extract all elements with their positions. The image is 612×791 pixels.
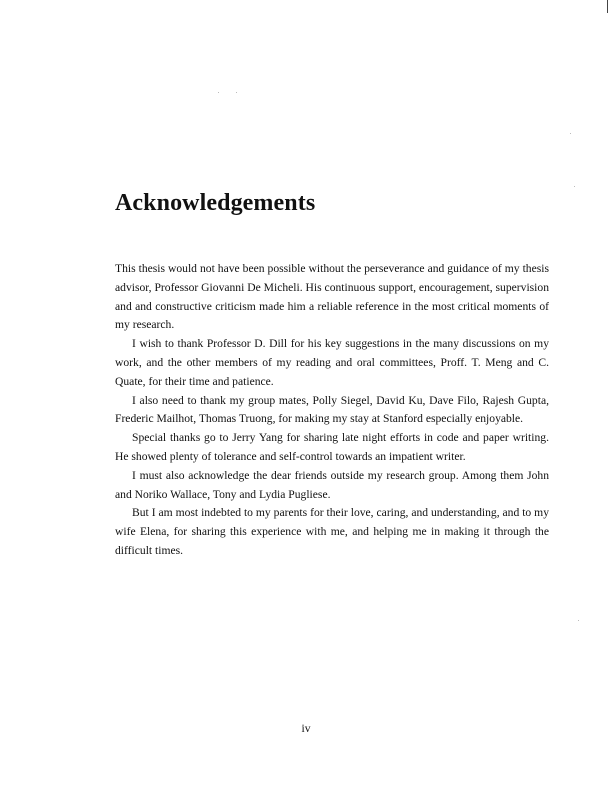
page-number: iv [301, 722, 311, 735]
scan-speck [236, 92, 237, 93]
scan-speck [578, 620, 579, 621]
paragraph: This thesis would not have been possible without the perseverance and guidance of my thesis advisor, Professor Giovanni De Micheli. His continuous support, encouragement, supervision and and constructive criticism made him a reliable reference in the most critical moments of my research. [115, 262, 549, 332]
scan-speck [218, 92, 219, 93]
acknowledgements-body [115, 260, 549, 561]
scan-edge-mark [607, 0, 608, 13]
paragraph: I must also acknowledge the dear friends outside my research group. Among them John and Noriko Wallace, Tony and Lydia Pugliese. [115, 468, 549, 501]
paragraph: But I am most indebted to my parents for their love, caring, and understanding, and to my wife Elena, for sharing this experience with me, and helping me in making it through the difficult times. [115, 506, 549, 557]
scan-speck [574, 186, 575, 187]
paragraph: Special thanks go to Jerry Yang for sharing late night efforts in code and paper writing. He showed plenty of tolerance and self-control towards an impatient writer. [115, 431, 549, 463]
paragraph: I wish to thank Professor D. Dill for his key suggestions in the many discussions on my work, and the other members of my reading and oral committees, Proff. T. Meng and C. Quate, for their time and patience. [115, 337, 549, 388]
page-title: Acknowledgements [115, 190, 316, 216]
scan-speck [570, 133, 571, 134]
paragraph: I also need to thank my group mates, Polly Siegel, David Ku, Dave Filo, Rajesh Gupta, Frederic Mailhot, Thomas Truong, for making my stay at Stanford especially enjoyable. [115, 393, 549, 426]
